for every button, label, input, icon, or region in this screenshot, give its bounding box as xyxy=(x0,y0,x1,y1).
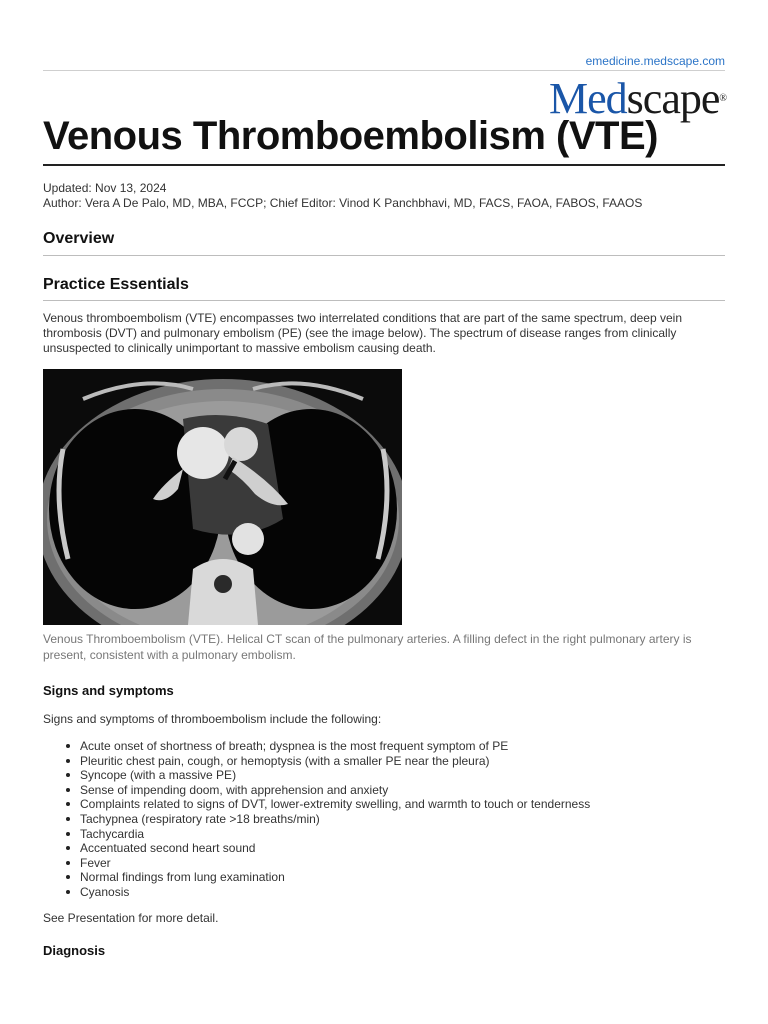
list-item-text: Pleuritic chest pain, cough, or hemoptysis (with a smaller PE near the pleura) xyxy=(80,753,490,768)
ct-scan-illustration xyxy=(43,369,402,625)
list-item xyxy=(43,812,590,827)
list-item xyxy=(43,856,590,871)
bullet-dot xyxy=(66,846,70,850)
bullet-dot xyxy=(66,744,70,748)
list-item xyxy=(43,783,590,798)
list-item-text: Fever xyxy=(80,855,111,870)
practice-essentials-divider xyxy=(43,300,725,301)
list-item-text: Sense of impending doom, with apprehension and anxiety xyxy=(80,782,389,797)
list-item xyxy=(43,739,590,754)
list-item xyxy=(43,827,590,842)
logo-scape: scape xyxy=(626,74,720,123)
list-item xyxy=(43,768,590,783)
list-item-text: Cyanosis xyxy=(80,884,130,899)
overview-divider xyxy=(43,255,725,256)
bullet-dot xyxy=(66,861,70,865)
list-item-text: Normal findings from lung examination xyxy=(80,870,285,885)
page-title: Venous Thromboembolism (VTE) xyxy=(43,114,658,158)
title-divider xyxy=(43,164,725,166)
overview-heading: Overview xyxy=(43,230,115,247)
bullet-dot xyxy=(66,788,70,792)
bullet-dot xyxy=(66,890,70,894)
list-item-text: Complaints related to signs of DVT, lower-extremity swelling, and warmth to touch or tenderness xyxy=(80,797,591,812)
bullet-dot xyxy=(66,773,70,777)
top-divider xyxy=(43,70,725,71)
list-item xyxy=(43,754,590,769)
list-item-text: Acute onset of shortness of breath; dyspnea is the most frequent symptom of PE xyxy=(80,739,509,753)
updated-date: Updated: Nov 13, 2024 xyxy=(43,181,167,195)
signs-intro: Signs and symptoms of thromboembolism include the following: xyxy=(43,712,382,726)
figure-caption: Venous Thromboembolism (VTE). Helical CT scan of the pulmonary arteries. A filling defect in the right pulmonary artery is present, consistent with a pulmonary embolism. xyxy=(43,632,692,662)
list-item xyxy=(43,885,590,900)
article-meta xyxy=(43,181,642,211)
author-line: Author: Vera A De Palo, MD, MBA, FCCP; Chief Editor: Vinod K Panchbhavi, MD, FACS, FAOA, FABOS, FAAOS xyxy=(43,196,643,210)
logo-med: Med xyxy=(549,74,627,123)
signs-symptoms-heading: Signs and symptoms xyxy=(43,683,174,698)
bullet-dot xyxy=(66,759,70,763)
list-item xyxy=(43,870,590,885)
ct-scan-image xyxy=(43,369,402,625)
see-more-text[interactable]: See Presentation for more detail. xyxy=(43,911,219,925)
source-link[interactable]: emedicine.medscape.com xyxy=(585,54,725,68)
intro-paragraph: Venous thromboembolism (VTE) encompasses two interrelated conditions that are part of the same spectrum, deep vein thrombosis (DVT) and pulmonary embolism (PE) (see the image below). The spectrum of disease ranges from clinically unsuspected to clinically unimportant to massive embolism causing death. xyxy=(43,311,682,355)
list-item-text: Syncope (with a massive PE) xyxy=(80,768,237,783)
bullet-dot xyxy=(66,817,70,821)
list-item xyxy=(43,797,590,812)
diagnosis-heading: Diagnosis xyxy=(43,943,106,958)
bullet-dot xyxy=(66,832,70,836)
list-item-text: Accentuated second heart sound xyxy=(80,841,256,856)
signs-list xyxy=(43,739,590,900)
list-item-text: Tachycardia xyxy=(80,826,145,841)
bullet-dot xyxy=(66,802,70,806)
logo-registered-mark: ® xyxy=(719,93,726,104)
bullet-dot xyxy=(66,875,70,879)
list-item-text: Tachypnea (respiratory rate >18 breaths/min) xyxy=(80,811,320,826)
practice-essentials-heading: Practice Essentials xyxy=(43,276,189,293)
list-item xyxy=(43,841,590,856)
